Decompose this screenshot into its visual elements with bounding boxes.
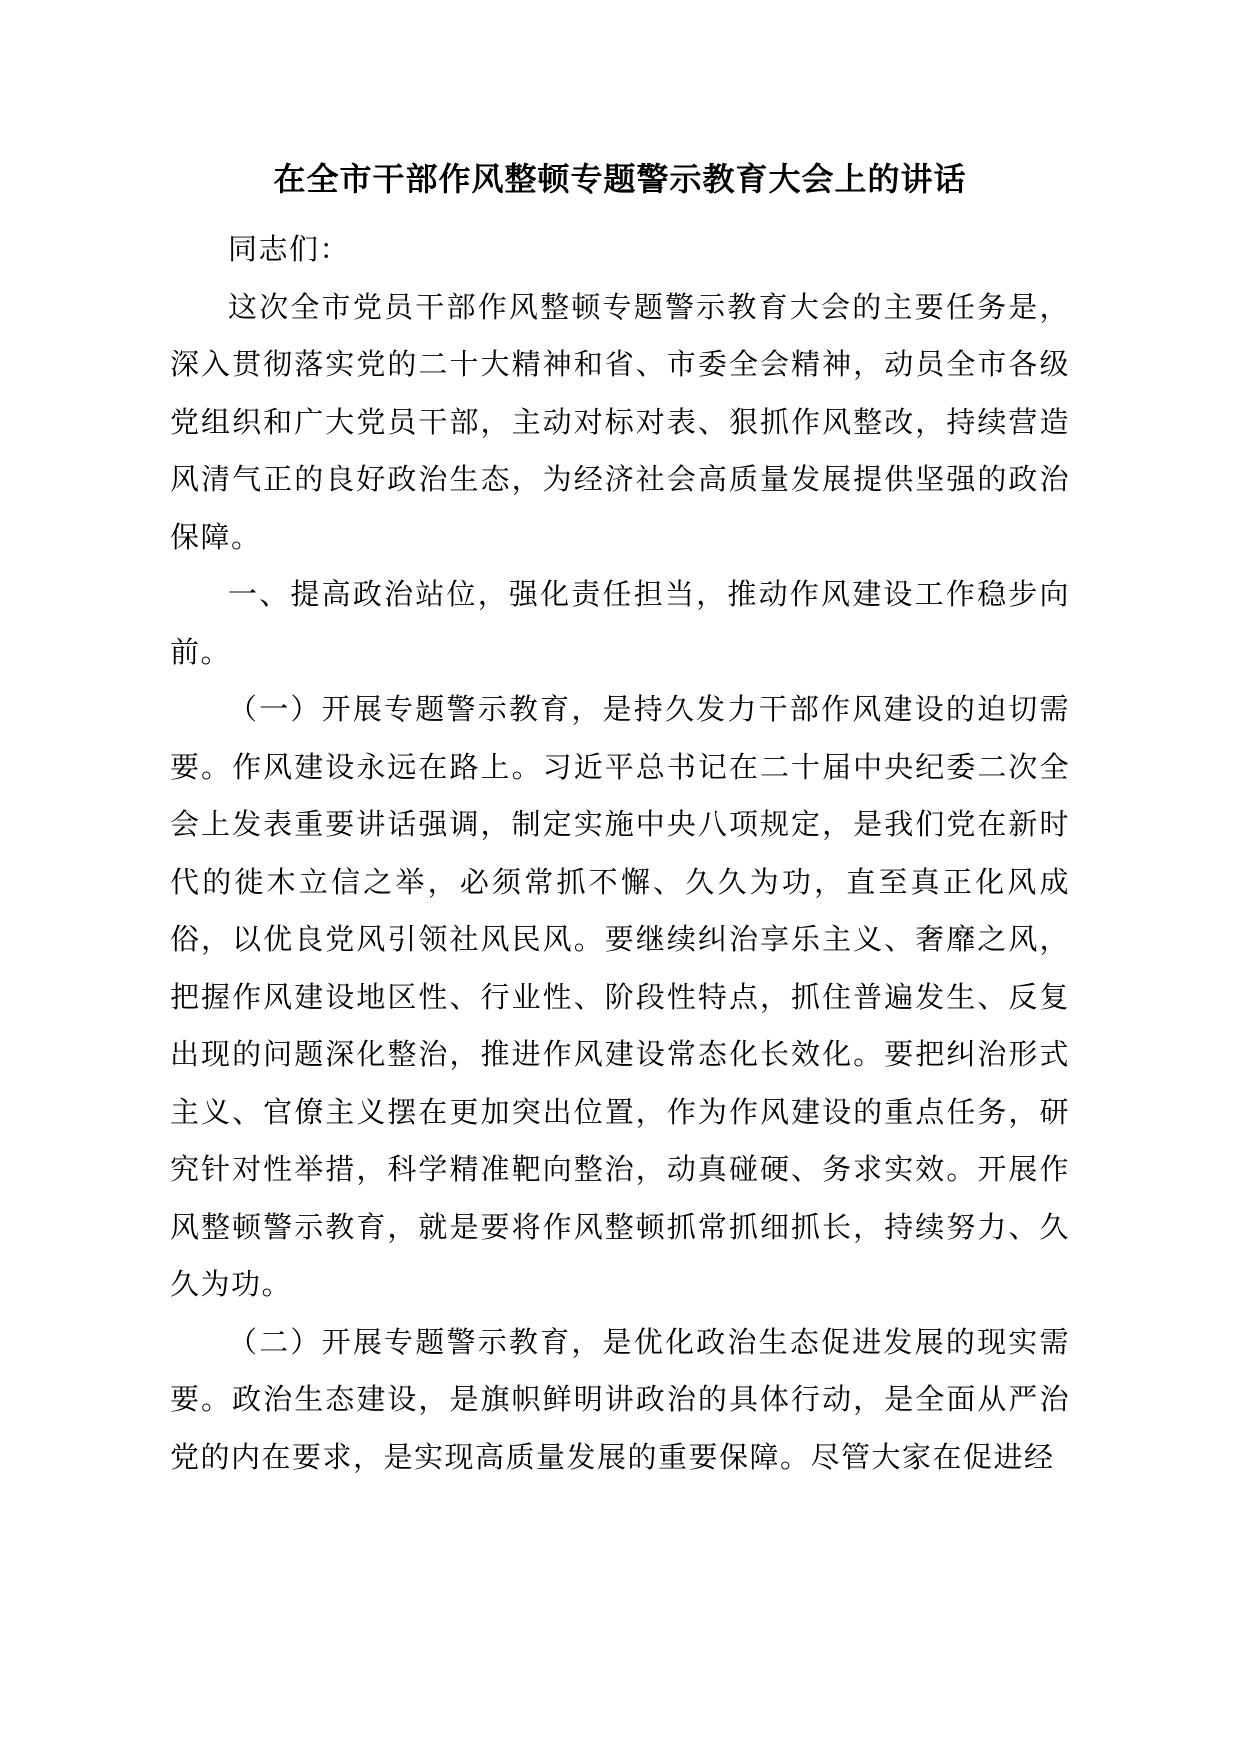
paragraph-section-heading-1: 一、提高政治站位，强化责任担当，推动作风建设工作稳步向前。 bbox=[170, 579, 1070, 669]
paragraph-subsection-2: （二）开展专题警示教育，是优化政治生态促进发展的现实需要。政治生态建设，是旗帜鲜明讲政治的具体行动，是全面从严治党的内在要求，是实现高质量发展的重要保障。尽管大家在促进经 bbox=[170, 1326, 1070, 1474]
paragraph-subsection-1: （一）开展专题警示教育，是持久发力干部作风建设的迫切需要。作风建设永远在路上。习近平总书记在二十届中央纪委二次全会上发表重要讲话强调，制定实施中央八项规定，是我们党在新时代的徙木立信之举，必须常抓不懈、久久为功，直至真正化风成俗，以优良党风引领社风民风。要继续纠治享乐主义、奢靡之风，把握作风建设地区性、行业性、阶段性特点，抓住普遍发生、反复出现的问题深化整治，推进作风建设常态化长效化。要把纠治形式主义、官僚主义摆在更加突出位置，作为作风建设的重点任务，研究针对性举措，科学精准靶向整治，动真碰硬、务求实效。开展作风整顿警示教育，就是要将作风整顿抓常抓细抓长，持续努力、久久为功。 bbox=[170, 694, 1070, 1301]
paragraph-salutation: 同志们： bbox=[228, 234, 351, 266]
paragraph-intro: 这次全市党员干部作风整顿专题警示教育大会的主要任务是，深入贯彻落实党的二十大精神和省、市委全会精神，动员全市各级党组织和广大党员干部，主动对标对表、狠抓作风整改，持续营造风清气正的良好政治生态，为经济社会高质量发展提供坚强的政治保障。 bbox=[170, 291, 1070, 554]
document-title: 在全市干部作风整顿专题警示教育大会上的讲话 bbox=[273, 161, 967, 197]
